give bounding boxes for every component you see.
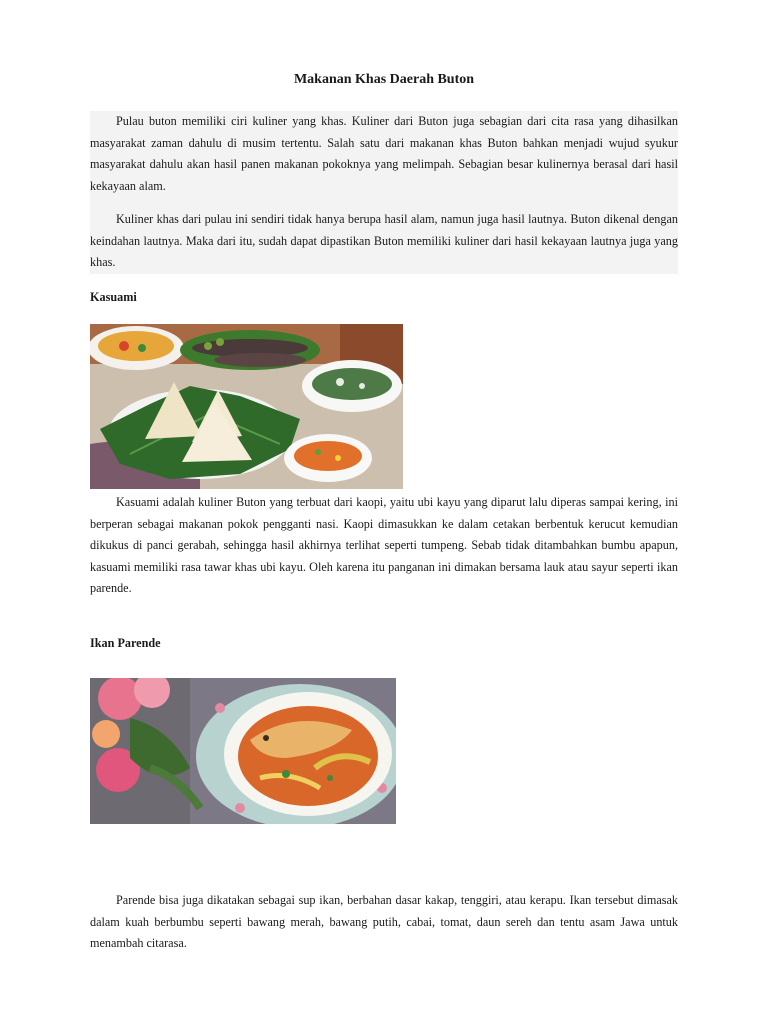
intro-paragraph-1: Pulau buton memiliki ciri kuliner yang khas. Kuliner dari Buton juga sebagian dari cita rasa yang dihasilkan masyarakat zaman dahulu di musim tertentu. Salah satu dari makanan khas Buton bahkan menjadi wujud syukur masyarakat dahulu akan hasil panen makanan pokoknya yang melimpah. Sebagian besar kulinernya berasal dari hasil kekayaan alam. <box>90 114 678 193</box>
kasuami-paragraph: Kasuami adalah kuliner Buton yang terbuat dari kaopi, yaitu ubi kayu yang diparut lalu diperas sampai kering, ini berperan sebagai makanan pokok pengganti nasi. Kaopi dimasukkan ke dalam cetakan berbentuk kerucut kemudian dikukus di panci gerabah, sehingga hasil akhirnya terlihat seperti tumpeng. Sebab tidak ditambahkan bumbu apapun, kasuami memiliki rasa tawar khas ubi kayu. Oleh karena itu panganan ini dimakan bersama lauk atau sayur seperti ikan parende. <box>90 495 678 595</box>
ikan-parende-photo <box>90 678 396 824</box>
intro-paragraph-2: Kuliner khas dari pulau ini sendiri tidak hanya berupa hasil alam, namun juga hasil lautnya. Buton dikenal dengan keindahan lautnya. Maka dari itu, sudah dapat dipastikan Buton memiliki kuliner dari hasil kekayaan lautnya juga yang khas. <box>90 212 678 269</box>
kasuami-photo-illustration <box>90 324 403 489</box>
document-title: Makanan Khas Daerah Buton <box>293 72 475 87</box>
kasuami-photo <box>90 324 403 489</box>
ikan-parende-photo-illustration <box>90 678 396 824</box>
section-heading-ikan-parende: Ikan Parende <box>90 636 161 650</box>
ikan-parende-paragraph: Parende bisa juga dikatakan sebagai sup ikan, berbahan dasar kakap, tenggiri, atau kerapu. Ikan tersebut dimasak dalam kuah berbumbu seperti bawang merah, bawang putih, cabai, tomat, daun sereh dan tentu asam Jawa untuk menambah citarasa. <box>90 893 678 950</box>
section-heading-kasuami: Kasuami <box>90 290 137 304</box>
intro-block <box>90 111 678 274</box>
